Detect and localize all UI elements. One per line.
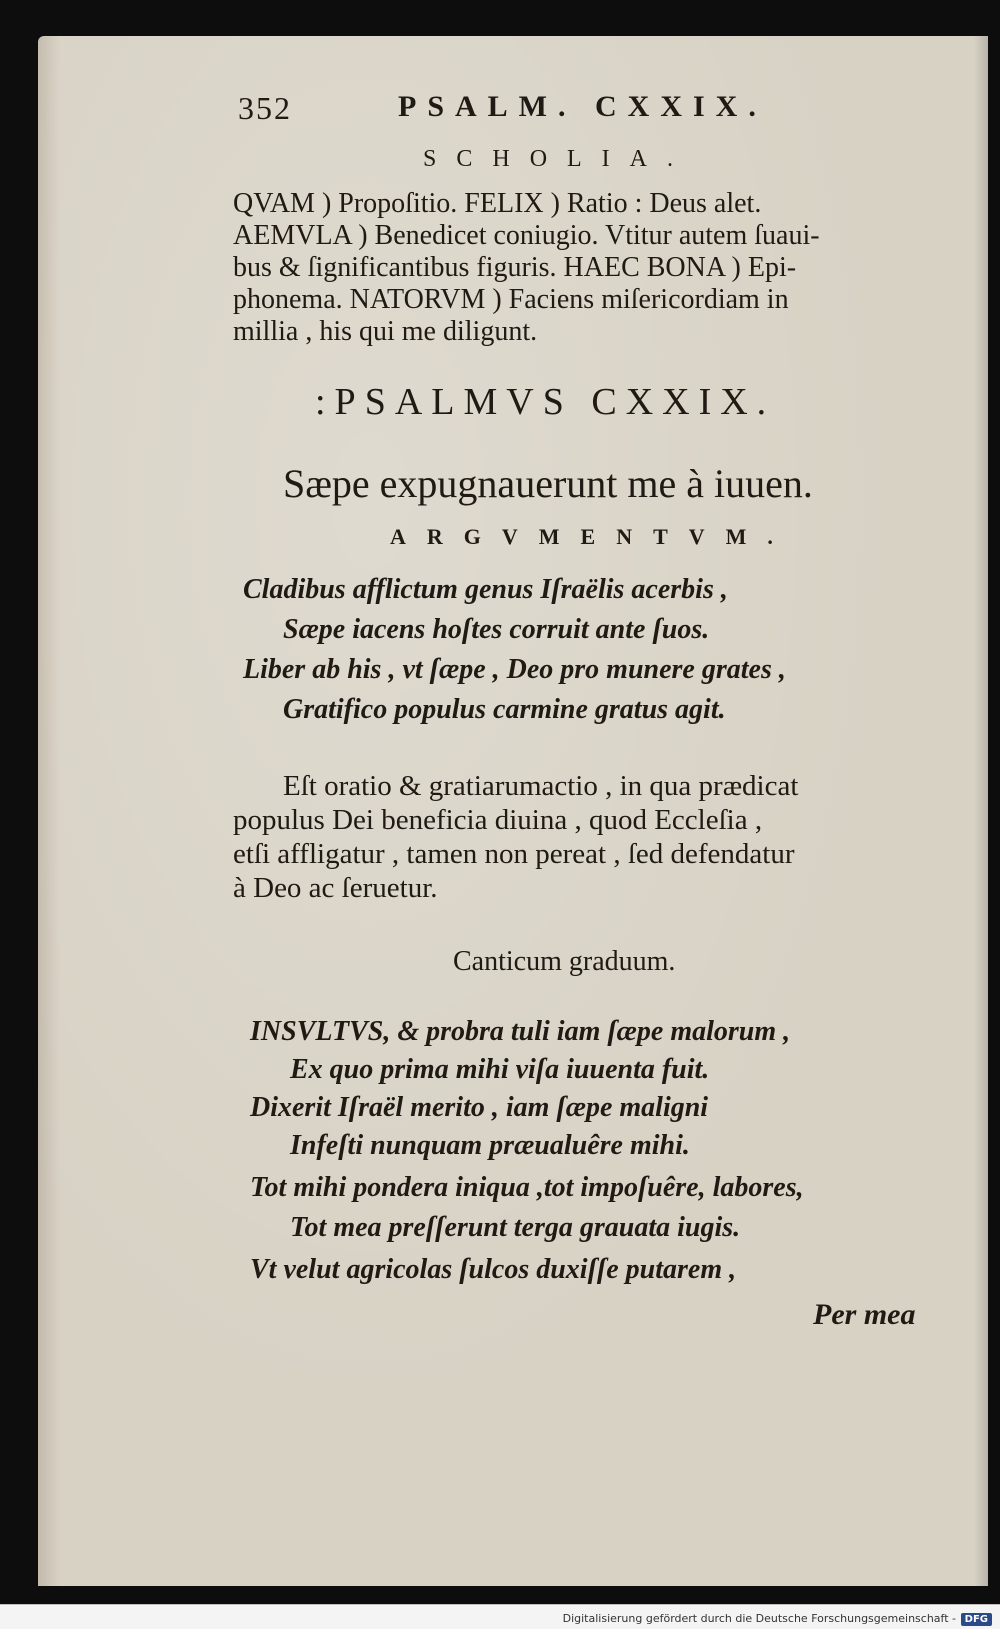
argumentum-line: Liber ab his , vt ſæpe , Deo pro munere grates , <box>243 654 786 685</box>
argumentum-line: Cladibus afflictum genus Iſraëlis acerbis , <box>243 574 728 605</box>
psalm-verse: Ex quo prima mihi viſa iuuenta fuit. <box>290 1054 710 1085</box>
argumentum-line: Gratifico populus carmine gratus agit. <box>283 694 726 725</box>
commentary-line: Eſt oratio & gratiarumactio , in qua prædicat <box>283 770 799 802</box>
argumentum-line: Sæpe iacens hoſtes corruit ante ſuos. <box>283 614 710 645</box>
scholia-line: bus & ſignificantibus figuris. HAEC BONA ) Epi- <box>233 252 797 283</box>
page-number: 352 <box>238 90 292 126</box>
catchword: Per mea <box>813 1298 916 1331</box>
scholia-line: QVAM ) Propoſitio. FELIX ) Ratio : Deus alet. <box>233 188 762 219</box>
commentary-line: à Deo ac ſeruetur. <box>233 872 438 904</box>
psalm-verse: Tot mea preſſerunt terga grauata iugis. <box>290 1212 741 1243</box>
psalm-verse: Dixerit Iſraël merito , iam ſæpe maligni <box>250 1092 709 1123</box>
scholia-line: millia , his qui me diligunt. <box>233 316 538 347</box>
argumentum-heading: ARGVMENTVM. <box>390 524 794 549</box>
running-title: PSALM. CXXIX. <box>398 90 767 123</box>
scholia-line: phonema. NATORVM ) Faciens miſericordiam in <box>233 284 789 315</box>
psalm-verse: INSVLTVS, & probra tuli iam ſæpe malorum , <box>250 1016 791 1047</box>
psalm-title: :PSALMVS CXXIX. <box>315 381 776 423</box>
footer-credit: Digitalisierung gefördert durch die Deutsche Forschungsgemeinschaft - <box>562 1612 956 1625</box>
scholia-line: AEMVLA ) Benedicet coniugio. Vtitur autem ſuaui- <box>233 220 820 251</box>
book-page <box>38 36 988 1586</box>
commentary-line: etſi affligatur , tamen non pereat , ſed defendatur <box>233 838 795 870</box>
canticum-heading: Canticum graduum. <box>453 946 676 977</box>
scholia-heading: SCHOLIA. <box>423 146 694 172</box>
dfg-logo: DFG <box>961 1613 992 1626</box>
commentary-line: populus Dei beneficia diuina , quod Eccleſia , <box>233 804 763 836</box>
psalm-verse: Vt velut agricolas ſulcos duxiſſe putarem , <box>250 1254 737 1285</box>
psalm-verse: Infeſti nunquam præualuêre mihi. <box>290 1130 690 1161</box>
digitization-footer <box>0 1604 1000 1629</box>
page-edge-shadow <box>974 36 988 1586</box>
psalm-verse: Tot mihi pondera iniqua ,tot impoſuêre, labores, <box>250 1172 804 1203</box>
psalm-incipit: Sæpe expugnauerunt me à iuuen. <box>283 461 813 506</box>
